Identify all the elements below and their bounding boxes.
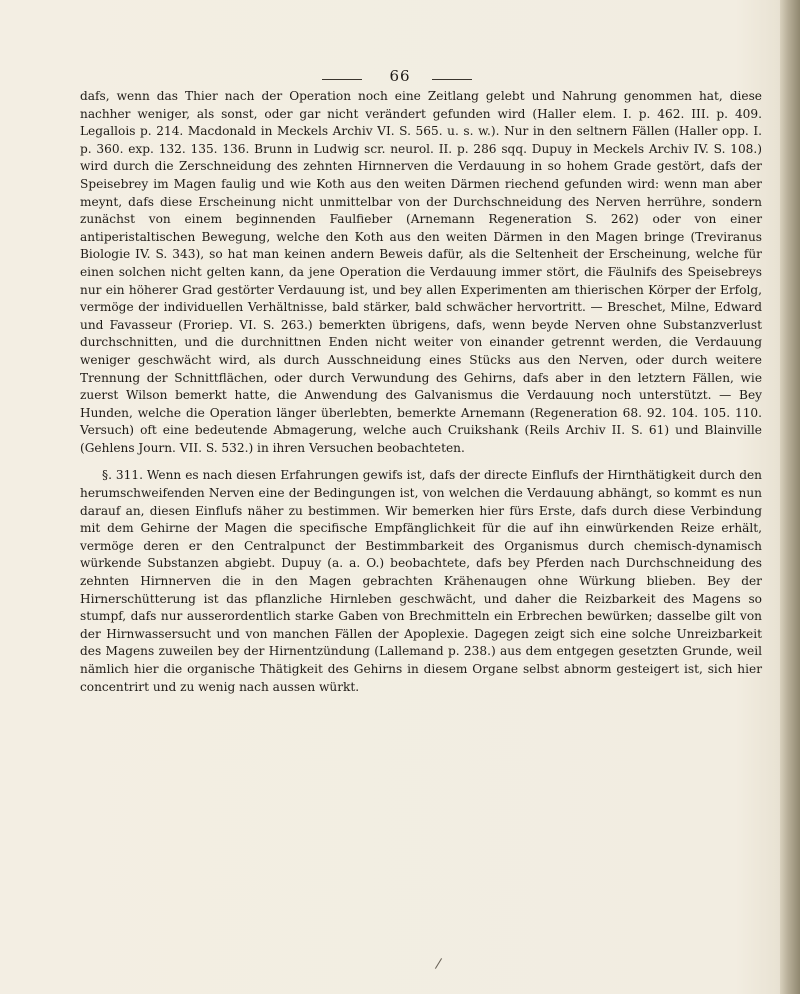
paragraph-section-311: §. 311. Wenn es nach diesen Erfahrungen gewifs ist, dafs der directe Einflufs der Hirnthätigkeit durch den herumschweifenden Nerven eine der Bedingungen ist, von welchen die Verdauung abhängt, so kommt es nun darauf an, diesen Einflufs näher zu bestimmen. Wir bemerken hier fürs Erste, dafs durch diese Verbindung mit dem Gehirne der Magen die specifische Empfänglichkeit für die auf ihn einwürkenden Reize erhält, vermöge deren er den Centralpunct der Bestimmbarkeit des Organismus durch chemisch-dynamisch würkende Substanzen abgiebt. Dupuy (a. a. O.) beobachtete, dafs bey Pferden nach Durchschneidung des zehnten Hirnnerven die in den Magen gebrachten Krähenaugen ohne Würkung blieben. Bey der Hirnerschütterung ist das pflanzliche Hirnleben geschwächt, und daher die Reizbarkeit des Magens so stumpf, dafs nur ausserordentlich starke Gaben von Brechmitteln ein Erbrechen bewürken; dasselbe gilt von der Hirnwassersucht und von manchen Fällen der Apoplexie. Dagegen zeigt sich eine solche Unreizbarkeit des Magens zuweilen bey der Hirnentzündung (Lallemand p. 238.) aus dem entgegen gesetzten Grunde, weil nämlich hier die organische Thätigkeit des Gehirns in diesem Organe selbst abnorm gesteigert ist, sich hier concentrirt und zu wenig nach aussen würkt. (80, 468, 762, 694)
pencil-mark: / (434, 955, 443, 973)
header-rule-left (322, 79, 362, 80)
body-text (80, 88, 762, 696)
header-rule-right (432, 79, 472, 80)
paragraph-continuation: dafs, wenn das Thier nach der Operation noch eine Zeitlang gelebt und Nahrung genommen hat, diese nachher weniger, als sonst, oder gar nicht verändert gefunden wird (Haller elem. I. p. 462. III. p. 409. Legallois p. 214. Macdonald in Meckels Archiv VI. S. 565. u. s. w.). Nur in den seltnern Fällen (Haller opp. I. p. 360. exp. 132. 135. 136. Brunn in Ludwig scr. neurol. II. p. 286 sqq. Dupuy in Meckels Archiv IV. S. 108.) wird durch die Zerschneidung des zehnten Hirnnerven die Verdauung in so hohem Grade gestört, dafs der Speisebrey im Magen faulig und wie Koth aus den weiten Därmen riechend gefunden wird: wenn man aber meynt, dafs diese Erscheinung nicht unmittelbar von der Durchschneidung des Nerven herrühre, sondern zunächst von einem beginnenden Faulfieber (Arnemann Regeneration S. 262) oder von einer antiperistaltischen Bewegung, welche den Koth aus den weiten Därmen in den Magen bringe (Treviranus Biologie IV. S. 343), so hat man keinen andern Beweis dafür, als die Seltenheit der Erscheinung, welche für einen solchen nicht gelten kann, da jene Operation die Verdauung immer stört, die Fäulnifs des Speisebreys nur ein höherer Grad gestörter Verdauung ist, und bey allen Experimenten am thierischen Körper der Erfolg, vermöge der individuellen Verhältnisse, bald stärker, bald schwächer hervortritt. — Breschet, Milne, Edward und Favasseur (Froriep. VI. S. 263.) bemerkten übrigens, dafs, wenn beyde Nerven ohne Substanzverlust durchschnitten, und die durchnittnen Enden nicht weiter von einander getrennt werden, die Verdauung weniger geschwächt wird, als durch Ausschneidung eines Stücks aus den Nerven, oder durch weitere Trennung der Schnittflächen, oder durch Verwundung des Gehirns, dafs aber in den letztern Fällen, wie zuerst Wilson bemerkt hatte, die Anwendung des Galvanismus die Verdauung noch unterstützt. — Bey Hunden, welche die Operation länger überlebten, bemerkte Arnemann (Regeneration 68. 92. 104. 105. 110. Versuch) oft eine bedeutende Abmagerung, welche auch Cruikshank (Reils Archiv II. S. 61) und Blainville (Gehlens Journ. VII. S. 532.) in ihren Versuchen beobachteten. (80, 89, 762, 455)
page-edge-shadow (780, 0, 800, 994)
page-number: 66 (389, 67, 411, 85)
